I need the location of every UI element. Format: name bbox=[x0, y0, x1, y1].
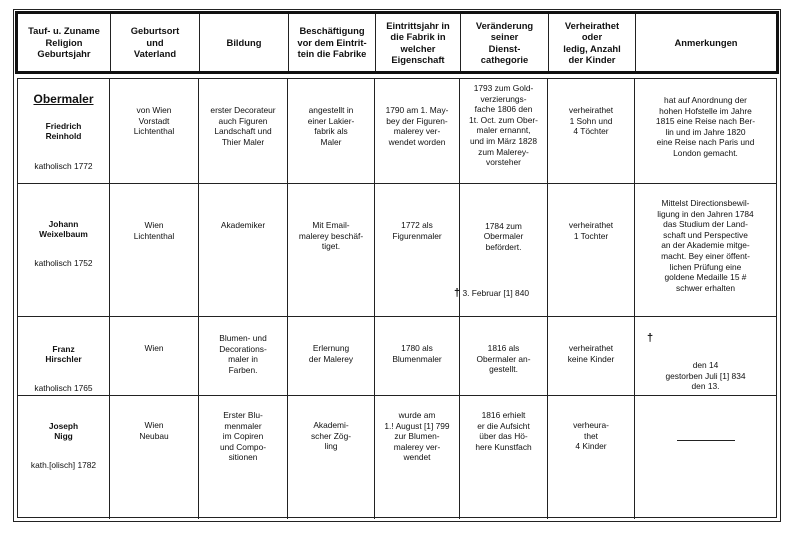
entry-cell: 1790 am 1. May- bey der Figuren- malerey ver- wendet worden bbox=[375, 79, 460, 183]
religion-birthyear: katholisch 1765 bbox=[34, 383, 93, 394]
header-remarks-label: Anmerkungen bbox=[674, 36, 738, 48]
remarks-cell bbox=[635, 396, 776, 519]
table-row bbox=[18, 79, 776, 184]
religion-birthyear: katholisch 1772 bbox=[34, 160, 93, 171]
birthplace-cell: Wien bbox=[110, 317, 199, 395]
name-cell bbox=[18, 79, 110, 183]
header-name-label: Tauf- u. Zuname Religion Geburtsjahr bbox=[28, 25, 100, 60]
education-cell: erster Decorateur auch Figuren Landschaft und Thier Maler bbox=[199, 79, 288, 183]
header-occupation-label: Beschäftigung vor dem Eintrit- tein die Fabrike bbox=[297, 25, 367, 60]
header-education-label: Bildung bbox=[226, 36, 262, 48]
birthplace-cell: Wien Neubau bbox=[110, 396, 199, 519]
religion-birthyear: katholisch 1752 bbox=[34, 258, 93, 269]
birthplace-cell: von Wien Vorstadt Lichtenthal bbox=[110, 79, 199, 183]
education-cell: Erster Blu- menmaler im Copiren und Compo- sitionen bbox=[199, 396, 288, 519]
header-name bbox=[18, 14, 111, 71]
married-cell: verheura- thet 4 Kinder bbox=[548, 396, 635, 519]
blank-dash bbox=[677, 440, 735, 441]
latin-cross-icon: † bbox=[454, 287, 461, 299]
header-occupation bbox=[289, 14, 376, 71]
education-cell: Akademiker bbox=[199, 184, 288, 316]
name-cell bbox=[18, 317, 110, 395]
remarks-cell: hat auf Anordnung der hohen Hofstelle im Jahre 1815 eine Reise nach Ber- lin und im Jahre 1820 eine Reise nach Paris und London gemacht. bbox=[655, 95, 756, 158]
occupation-cell: angestellt in einer Lakier- fabrik als Maler bbox=[288, 79, 375, 183]
religion-birthyear: kath.[olisch] 1782 bbox=[30, 460, 97, 471]
married-cell: verheirathet 1 Sohn und 4 Töchter bbox=[548, 79, 635, 183]
remarks-text: den 14 gestorben Juli [1] 834 den 13. bbox=[665, 360, 746, 392]
occupation-cell: Mit Email- malerey beschäf- tiget. bbox=[288, 184, 375, 316]
table-body bbox=[17, 78, 777, 518]
header-education bbox=[200, 14, 289, 71]
education-cell: Blumen- und Decorations- maler in Farben. bbox=[199, 317, 288, 395]
occupation-cell: Akademi- scher Zög- ling bbox=[288, 396, 375, 519]
change-text: 1784 zum Obermaler befördert. bbox=[483, 220, 524, 252]
table-row bbox=[18, 317, 776, 396]
married-cell: verheirathet 1 Tochter bbox=[548, 184, 635, 316]
name-cell bbox=[18, 396, 110, 519]
header-married-label: Verheirathet oder ledig, Anzahl der Kinder bbox=[563, 19, 621, 65]
table-row bbox=[18, 184, 776, 317]
death-note bbox=[454, 288, 529, 299]
death-date: 3. Februar [1] 840 bbox=[462, 288, 530, 298]
occupation-cell: Erlernung der Malerey bbox=[288, 317, 375, 395]
name-cell bbox=[18, 184, 110, 316]
person-name: Joseph Nigg bbox=[48, 420, 79, 442]
change-cell bbox=[454, 184, 548, 316]
header-change bbox=[461, 14, 549, 71]
header-birthplace-label: Geburtsort und Vaterland bbox=[130, 25, 180, 60]
person-name: Johann Weixelbaum bbox=[39, 218, 88, 240]
header-married bbox=[549, 14, 636, 71]
remarks-cell: Mittelst Directionsbewil- ligung in den Jahren 1784 das Studium der Land- schaft und Perspective an der Akademie mitge- macht. Bey einer öffent- lichen Prüfung eine goldene Medaille 15 # schwer erhalten bbox=[657, 198, 754, 293]
person-name: Friedrich Reinhold bbox=[45, 120, 82, 142]
change-cell: 1793 zum Gold- verzierungs- fache 1806 den 1t. Oct. zum Ober- maler ernannt, und im März 1828 zum Malerey- vorsteher bbox=[460, 79, 548, 183]
header-remarks bbox=[636, 14, 776, 71]
person-name: Franz Hirschler bbox=[45, 343, 82, 365]
entry-cell: 1772 als Figurenmaler bbox=[375, 184, 460, 316]
entry-cell: 1780 als Blumenmaler bbox=[375, 317, 460, 395]
table-row bbox=[18, 396, 776, 519]
table-header bbox=[15, 11, 779, 74]
entry-cell: wurde am 1.! August [1] 799 zur Blumen- malerey ver- wendet bbox=[375, 396, 460, 519]
latin-cross-icon: † bbox=[647, 332, 654, 344]
married-cell: verheirathet keine Kinder bbox=[548, 317, 635, 395]
header-birthplace bbox=[111, 14, 200, 71]
change-cell: 1816 erhielt er die Aufsicht über das Hö- here Kunstfach bbox=[460, 396, 548, 519]
header-entry bbox=[376, 14, 461, 71]
remarks-cell bbox=[635, 317, 776, 395]
birthplace-cell: Wien Lichtenthal bbox=[110, 184, 199, 316]
header-change-label: Veränderung seiner Dienst- cathegorie bbox=[475, 19, 534, 65]
section-title: Obermaler bbox=[33, 91, 94, 106]
change-cell: 1816 als Obermaler an- gestellt. bbox=[460, 317, 548, 395]
header-entry-label: Eintrittsjahr in die Fabrik in welcher Eigenschaft bbox=[386, 19, 450, 65]
